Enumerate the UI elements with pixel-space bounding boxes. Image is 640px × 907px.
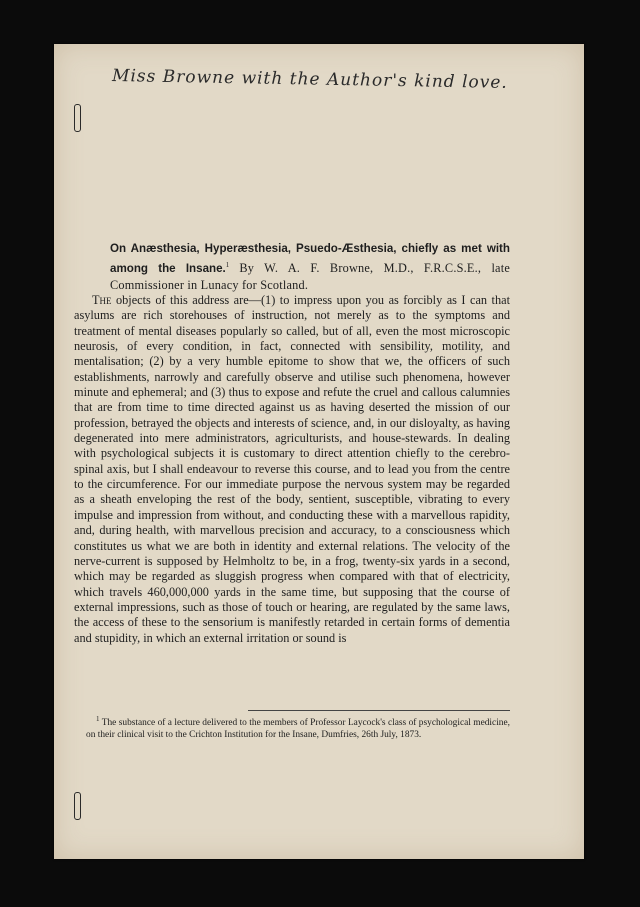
article-title: On Anæsthesia, Hyperæsthesia, Psuedo-Æsthesia, chiefly as met with among the Insane. — [110, 242, 510, 276]
handwritten-inscription: Miss Browne with the Author's kind love. — [111, 65, 508, 93]
author-line: By W. A. F. Browne, M.D., F.R.C.S.E., late Commissioner in Lunacy for Scotland. — [110, 261, 510, 293]
title-footnote-mark: 1 — [225, 261, 230, 269]
footnote-text: The substance of a lecture delivered to the members of Professor Laycock's class of psychological medicine, on their clinical visit to the Crichton Institution for the Insane, Dumfries, 26th July, 1873. — [86, 718, 510, 740]
body-paragraph-text: objects of this address are—(1) to impress upon you as forcibly as I can that asylums are rich storehouses of instruction, not merely as to the symptoms and treatment of mental diseases popularly so called, but of all, even the most microscopic neurosis, of every condition, in fact, connected with sensibility, motility, and mentalisation; (2) by a very humble epitome to show that we, the officers of such establishments, narrowly and carefully observe and utilise such phenomena, however minute and ephemeral; and (3) thus to expose and refute the cruel and callous calumnies that are from time to time directed against us as having deserted the mission of our profession, betrayed the objects and interests of science, and, in our disloyalty, as having degenerated into mere administrators, agriculturists, and house-stewards. In dealing with psychological subjects it is customary to direct attention chiefly to the cerebro-spinal axis, but I shall endeavour to reverse this course, and to lead you from the centre to the circumference. For our immediate purpose the nervous system may be regarded as a sheath enveloping the rest of the body, sentient, susceptible, vibrating to every impulse and impression from without, and conducting these with a marvellous rapidity, and, during health, with marvellous precision and accuracy, to a consciousness which constitutes us what we are both in identity and external relations. The velocity of the nerve-current is supposed by Helmholtz to be, in a frog, twenty-six yards in a second, which may be regarded as sluggish progress when compared with that of electricity, which travels 460,000,000 yards in the same time, but supposing that the course of external impressions, such as those of touch or hearing, are regulated by the same laws, the access of these to the sensorium is manifestly retarded in certain forms of dementia and stupidity, in which an external irritation or sound is — [74, 293, 510, 645]
staple-top — [74, 104, 81, 132]
staple-bottom — [74, 792, 81, 820]
body-text — [74, 293, 510, 646]
footnote-rule — [248, 710, 510, 711]
footnote — [86, 714, 510, 741]
body-paragraph — [74, 293, 510, 646]
article-title-block — [110, 240, 510, 293]
lead-word: The — [92, 293, 112, 307]
footnote-mark: 1 — [96, 715, 100, 723]
